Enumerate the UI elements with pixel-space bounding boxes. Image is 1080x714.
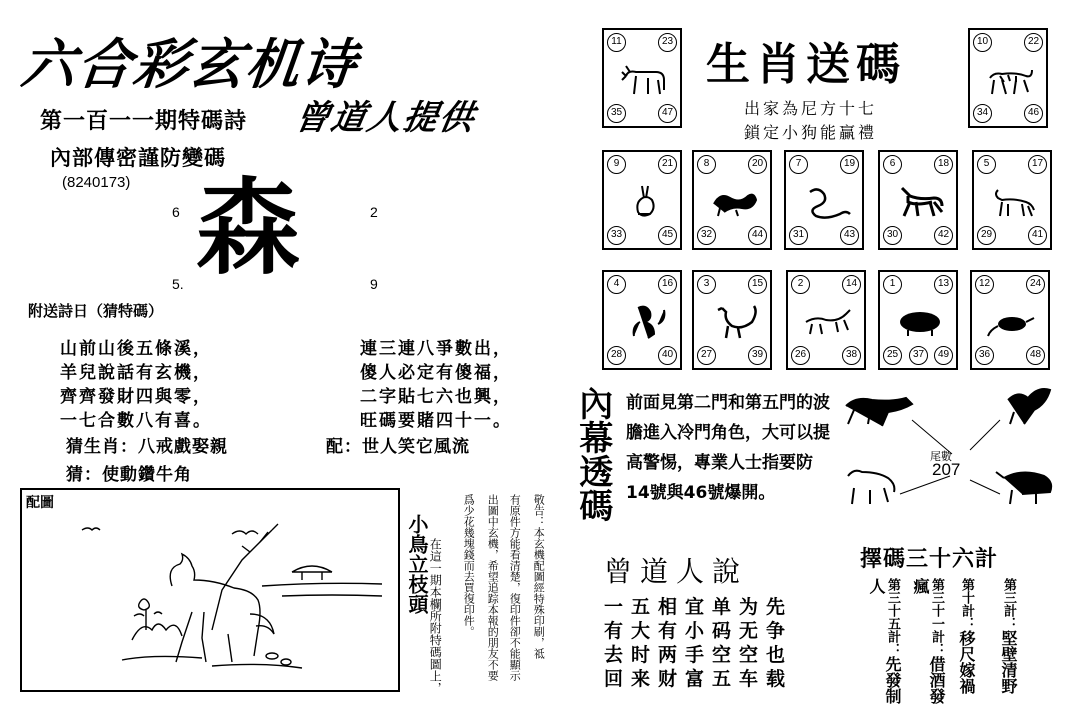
poem-line: 二字貼七六也興， — [360, 387, 512, 407]
poem-line: 羊兒說話有玄機， — [60, 363, 212, 383]
poem-line: 山前山後五條溪， — [60, 339, 212, 359]
illustration-caption-sub: 在這一期本欄所附特碼圖上， — [428, 538, 443, 694]
strategy-number: 第三十一計： — [929, 578, 944, 656]
tiger-icon — [846, 398, 912, 426]
number-circle: 3 — [697, 275, 716, 294]
hint-match: 配：世人笑它風流 — [326, 437, 470, 457]
number-circle: 21 — [658, 155, 677, 174]
number-circle: 37 — [909, 346, 928, 365]
number-circle: 15 — [748, 275, 767, 294]
number-circle: 32 — [697, 226, 716, 245]
inside-tip-title: 內幕透碼 — [572, 386, 613, 522]
pavilion-icon — [292, 566, 332, 580]
number-circle: 47 — [658, 104, 677, 123]
number-circle: 30 — [883, 226, 902, 245]
pig-icon — [894, 302, 946, 342]
number-circle: 41 — [1028, 226, 1047, 245]
corner-number-bottom-left: 5. — [172, 276, 184, 292]
poem-line: 一七合數八有喜。 — [60, 411, 212, 431]
number-circle: 4 — [607, 275, 626, 294]
zodiac-card-monkey — [602, 270, 682, 370]
number-circle: 16 — [658, 275, 677, 294]
internal-note: 內部傳密謹防變碼 — [50, 145, 226, 170]
number-circle: 39 — [748, 346, 767, 365]
goat-icon — [988, 182, 1040, 222]
rooster-icon — [1008, 389, 1050, 424]
notice-column: 出圖中玄機，希望追踪本報的朋友不要 — [486, 494, 500, 681]
number-circle: 35 — [607, 104, 626, 123]
zodiac-card-rooster — [692, 270, 772, 370]
number-circle: 43 — [840, 226, 859, 245]
zodiac-card-snake — [784, 150, 864, 250]
inside-tip-text: 前面見第二門和第五門的波膽進入冷門角色，大可以提高警惕，專業人士指要防14號與46號爆開。 — [626, 393, 830, 503]
saying-line: 一五相宜单为先 — [604, 596, 794, 618]
tail-number-value: 207 — [932, 460, 961, 479]
number-circle: 5 — [977, 155, 996, 174]
number-circle: 1 — [883, 275, 902, 294]
dog-icon — [802, 302, 854, 342]
number-circle: 48 — [1026, 346, 1045, 365]
number-circle: 13 — [934, 275, 953, 294]
poem-line: 傻人必定有傻福， — [360, 363, 512, 383]
zodiac-card-dog — [786, 270, 866, 370]
number-circle: 36 — [975, 346, 994, 365]
number-circle: 23 — [658, 33, 677, 52]
number-circle: 10 — [973, 33, 992, 52]
number-circle: 22 — [1024, 33, 1043, 52]
strategy-name: 移尺嫁禍 — [957, 630, 976, 694]
saying-title: 曾道人說 — [604, 555, 749, 588]
number-circle: 49 — [934, 346, 953, 365]
horse-icon — [894, 182, 946, 222]
strategy-number: 第三計： — [1001, 578, 1016, 630]
zodiac-title: 生肖送碼 — [706, 39, 906, 90]
strategy-name: 堅壁清野 — [999, 630, 1018, 694]
issue-title: 第一百一一期特碼詩 — [40, 108, 248, 134]
number-circle: 14 — [842, 275, 861, 294]
zodiac-card-rabbit — [602, 150, 682, 250]
notice-column: 敬告：本玄機配圖經特殊印刷，祗 — [532, 494, 546, 659]
rabbit-icon — [618, 182, 670, 222]
hint-zodiac: 猜生肖：八戒戲娶親 — [66, 437, 228, 457]
number-circle: 46 — [1024, 104, 1043, 123]
saying-line: 回来财富五车载 — [604, 668, 794, 690]
extra-poem-title: 附送詩日（猜特碼） — [28, 302, 164, 320]
number-circle: 38 — [842, 346, 861, 365]
number-circle: 31 — [789, 226, 808, 245]
provider-title: 曾道人提供 — [291, 98, 479, 138]
zodiac-card-pig — [878, 270, 958, 370]
main-title: 六合彩玄机诗 — [18, 33, 361, 96]
zodiac-card-ox — [602, 28, 682, 128]
poem-line: 連三連八爭數出， — [360, 339, 512, 359]
monkey-icon — [618, 302, 670, 342]
ox-icon — [618, 60, 670, 100]
saying-line: 去时两手空空也 — [604, 644, 794, 666]
number-circle: 28 — [607, 346, 626, 365]
tail-number-animals — [840, 384, 1066, 530]
ox-icon — [996, 472, 1051, 504]
number-circle: 6 — [883, 155, 902, 174]
code-number: (8240173) — [62, 174, 131, 191]
number-circle: 44 — [748, 226, 767, 245]
rooster-icon — [708, 302, 760, 342]
bird-icon — [232, 531, 258, 534]
bird-icon — [82, 528, 100, 530]
zodiac-card-tiger — [968, 28, 1048, 128]
number-circle: 26 — [791, 346, 810, 365]
poem-line: 齊齊發財四與零， — [60, 387, 212, 407]
saying-line: 有大有小码无争 — [604, 620, 794, 642]
strategy-column — [1000, 578, 1016, 694]
number-circle: 33 — [607, 226, 626, 245]
number-circle: 27 — [697, 346, 716, 365]
dragon-icon — [708, 182, 760, 222]
notice-column: 爲少花幾塊錢而去買復印件。 — [462, 494, 476, 637]
number-circle: 17 — [1028, 155, 1047, 174]
strategy-number: 第三十五計： — [885, 578, 900, 656]
number-circle: 34 — [973, 104, 992, 123]
number-circle: 18 — [934, 155, 953, 174]
number-circle: 11 — [607, 33, 626, 52]
snake-icon — [800, 182, 852, 222]
number-circle: 20 — [748, 155, 767, 174]
horse-icon — [170, 554, 260, 662]
zodiac-card-goat — [972, 150, 1052, 250]
notice-column: 有原件方能看清楚，復印件卻不能顯示 — [508, 494, 522, 681]
corner-number-top-left: 6 — [172, 204, 180, 220]
tiger-icon — [984, 60, 1036, 100]
tail-number-label: 尾數 — [930, 450, 952, 463]
zodiac-card-horse — [878, 150, 958, 250]
number-circle: 12 — [975, 275, 994, 294]
strategy-name: 先發制人 — [867, 578, 902, 704]
strategy-column — [868, 578, 900, 714]
corner-number-top-right: 2 — [370, 204, 378, 220]
horse-illustration — [22, 490, 398, 690]
number-circle: 42 — [934, 226, 953, 245]
zodiac-poem-line: 出家為尼方十七 — [744, 99, 878, 118]
zodiac-poem-line: 鎖定小狗能贏禮 — [744, 123, 878, 142]
number-circle: 25 — [883, 346, 902, 365]
number-circle: 2 — [791, 275, 810, 294]
number-circle: 29 — [977, 226, 996, 245]
hint-guess: 猜：使動鑽牛角 — [66, 465, 192, 485]
strategy-column — [958, 578, 974, 694]
number-circle: 9 — [607, 155, 626, 174]
strategy-column — [912, 578, 944, 714]
illustration-caption: 小鳥立枝頭 — [405, 514, 429, 614]
number-circle: 7 — [789, 155, 808, 174]
corner-number-bottom-right: 9 — [370, 276, 378, 292]
number-circle: 19 — [840, 155, 859, 174]
rat-icon — [986, 302, 1038, 342]
riddle-character: 森 — [196, 166, 301, 289]
illustration-label: 配圖 — [26, 495, 54, 511]
strategy-title: 擇碼三十六計 — [860, 547, 999, 572]
number-circle: 45 — [658, 226, 677, 245]
number-circle: 8 — [697, 155, 716, 174]
goat-icon — [848, 471, 894, 504]
poem-line: 旺碼要賭四十一。 — [360, 411, 512, 431]
number-circle: 40 — [658, 346, 677, 365]
strategy-number: 第十計： — [959, 578, 974, 630]
zodiac-card-dragon — [692, 150, 772, 250]
strategy-name: 借酒發瘋 — [911, 578, 946, 704]
number-circle: 24 — [1026, 275, 1045, 294]
zodiac-card-rat — [970, 270, 1050, 370]
